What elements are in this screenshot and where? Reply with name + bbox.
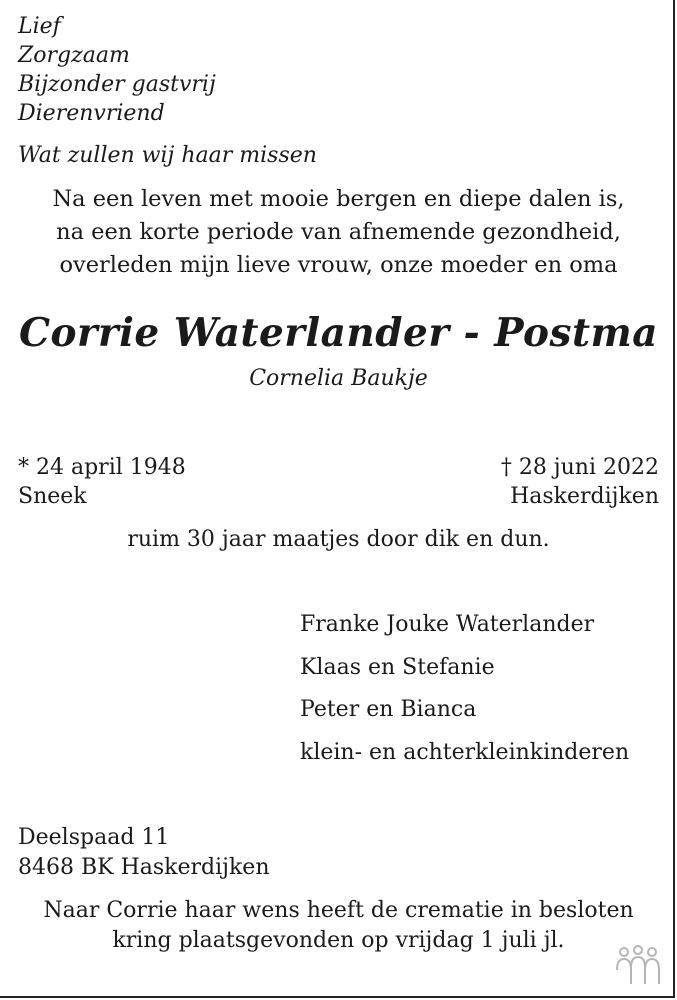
death-place: Haskerdijken [510,484,659,509]
death-block [501,453,659,511]
closing-line: kring plaatsgevonden op vrijdag 1 juli jl. [112,928,565,953]
trait-line: Bijzonder gastvrij [18,72,216,97]
deceased-given-names: Cornelia Baukje [249,366,428,391]
family-member: Franke Jouke Waterlander [300,612,595,637]
trait-line: Lief [18,14,61,39]
missen-line: Wat zullen wij haar missen [18,143,317,168]
family-member: klein- en achterkleinkinderen [300,739,630,765]
birth-date: * 24 april 1948 [18,455,186,480]
family-member: Peter en Bianca [300,697,477,722]
address-city: 8468 BK Haskerdijken [18,855,270,880]
family-list [300,610,629,780]
birth-place: Sneek [18,484,87,509]
maatjes-line: ruim 30 jaar maatjes door dik en dun. [127,527,550,552]
trait-line: Dierenvriend [18,101,165,126]
deceased-name: Corrie Waterlander - Postma [18,310,659,356]
traits-list [18,12,216,128]
trait-line: Zorgzaam [18,43,130,68]
people-group-icon [614,944,662,988]
intro-line: overleden mijn lieve vrouw, onze moeder en oma [59,252,618,278]
intro-line: Na een leven met mooie bergen en diepe dalen is, [52,186,625,212]
birth-block [18,453,186,511]
address-block [18,823,270,883]
closing-text [0,896,677,956]
death-date: † 28 juni 2022 [500,455,659,480]
closing-line: Naar Corrie haar wens heeft de crematie in besloten [43,898,634,923]
intro-line: na een korte periode van afnemende gezondheid, [56,219,621,245]
intro-text [0,183,677,282]
family-member: Klaas en Stefanie [300,654,495,680]
address-street: Deelspaad 11 [18,825,170,850]
